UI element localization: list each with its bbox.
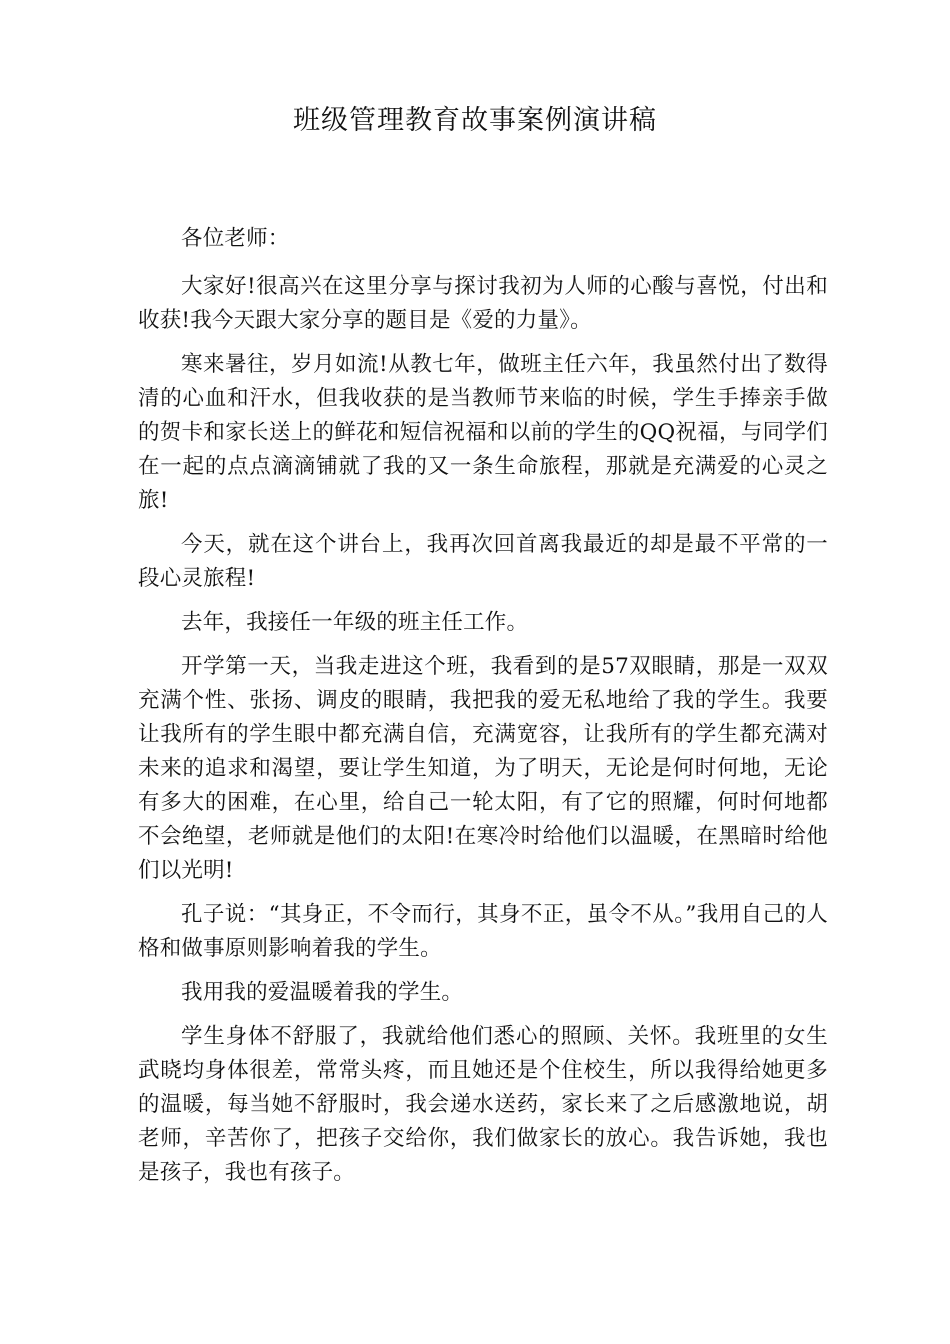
document-title: 班级管理教育故事案例演讲稿 [293,105,657,136]
paragraph-opening: 大家好!很高兴在这里分享与探讨我初为人师的心酸与喜悦，付出和收获!我今天跟大家分享的题目是《爱的力量》。 [138,274,828,333]
paragraph-warmth: 我用我的爱温暖着我的学生。 [181,980,464,1005]
paragraph-today: 今天，就在这个讲台上，我再次回首离我最近的却是最不平常的一段心灵旅程! [138,532,828,591]
paragraph-last-year: 去年，我接任一年级的班主任工作。 [181,610,529,635]
paragraph-student-care: 学生身体不舒服了，我就给他们悉心的照顾、关怀。我班里的女生武晓均身体很差，常常头疼，而且她还是个住校生，所以我得给她更多的温暖，每当她不舒服时，我会递水送药，家长来了之后感激地说，胡老师，辛苦你了，把孩子交给你，我们做家长的放心。我告诉她，我也是孩子，我也有孩子。 [138,1024,828,1185]
paragraph-confucius: 孔子说：“其身正，不令而行，其身不正，虽令不从。”我用自己的人格和做事原则影响着我的学生。 [138,902,828,961]
paragraph-greeting: 各位老师： [181,226,290,251]
document-body [138,222,828,1200]
paragraph-first-day: 开学第一天，当我走进这个班，我看到的是57双眼睛，那是一双双充满个性、张扬、调皮的眼睛，我把我的爱无私地给了我的学生。我要让我所有的学生眼中都充满自信，充满宽容，让我所有的学生都充满对未来的追求和渴望，要让学生知道，为了明天，无论是何时何地，无论有多大的困难，在心里，给自己一轮太阳，有了它的照耀，何时何地都不会绝望，老师就是他们的太阳!在寒冷时给他们以温暖，在黑暗时给他们以光明! [138,654,828,883]
paragraph-teaching-years: 寒来暑往，岁月如流!从教七年，做班主任六年，我虽然付出了数得清的心血和汗水，但我收获的是当教师节来临的时候，学生手捧亲手做的贺卡和家长送上的鲜花和短信祝福和以前的学生的QQ祝福，与同学们在一起的点点滴滴铺就了我的又一条生命旅程，那就是充满爱的心灵之旅! [138,352,828,513]
